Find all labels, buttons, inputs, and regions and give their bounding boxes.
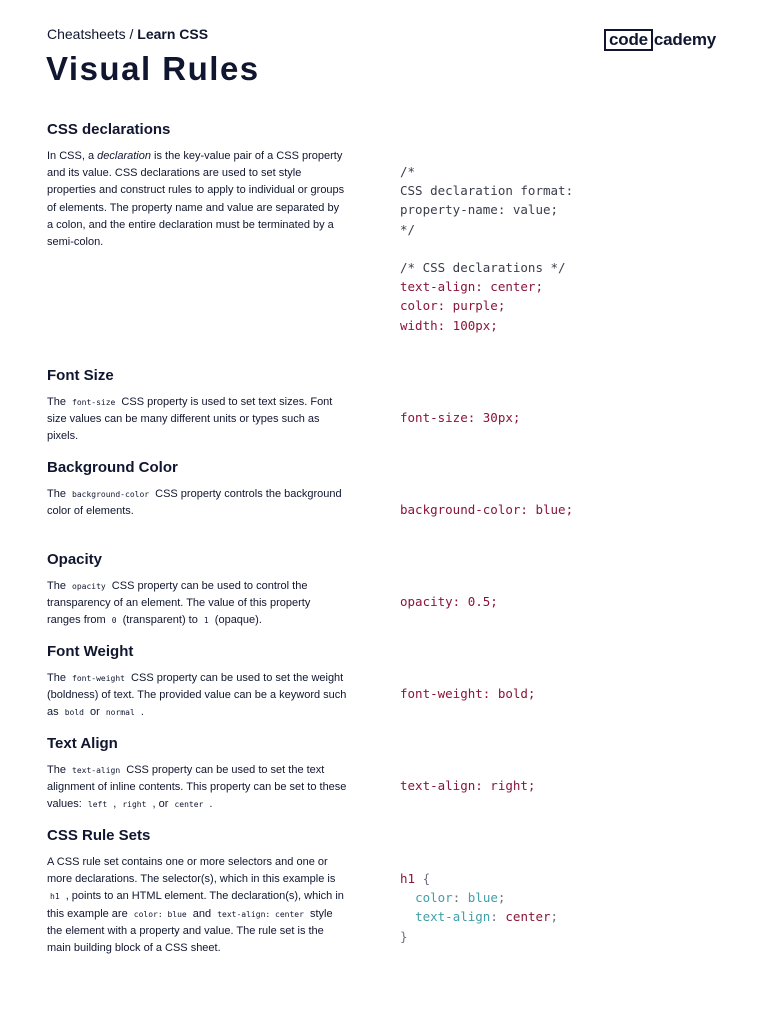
inline-code: text-align xyxy=(72,766,121,775)
inline-code: h1 xyxy=(50,892,60,902)
breadcrumb-current: Learn CSS xyxy=(137,26,209,42)
text-run: , or xyxy=(149,798,172,811)
inline-code: color: blue xyxy=(133,909,187,919)
inline-code: normal xyxy=(105,708,135,718)
text-run: The xyxy=(47,672,70,684)
code-comment: /* CSS declarations */ xyxy=(400,260,566,276)
code-example-background-color xyxy=(400,500,573,519)
code-punctuation: : xyxy=(490,909,506,925)
section-description xyxy=(47,762,347,814)
code-example-text-align xyxy=(400,776,535,795)
code-example-font-weight xyxy=(400,684,535,703)
section-heading: CSS Rule Sets xyxy=(47,827,151,844)
logo-boxed-text: code xyxy=(604,29,653,51)
logo-text: cademy xyxy=(653,30,717,49)
text-run: is the key-value pair of a CSS property and its value. CSS declarations are used to set style properties and construct rules to apply to individual or groups of elements. The property name and value are separated by a colon, and the entire declaration must be terminated by a semi-colon. xyxy=(47,150,345,249)
section-description xyxy=(47,670,347,722)
section-background-color xyxy=(47,459,347,520)
breadcrumb-parent-link[interactable]: Cheatsheets xyxy=(47,26,126,42)
inline-code: font-weight xyxy=(72,674,125,683)
text-run: , xyxy=(110,798,120,811)
code-punctuation: ; xyxy=(550,909,559,925)
code-value: blue xyxy=(467,890,498,906)
code-comment: CSS declaration format: xyxy=(400,183,574,199)
text-run: , points to an HTML element. The declaration(s), which in this example are xyxy=(47,890,344,920)
code-example-font-size xyxy=(400,408,520,427)
code-property: text-align xyxy=(415,909,491,925)
breadcrumb xyxy=(47,26,208,42)
code-line: background-color: blue; xyxy=(400,502,574,517)
codecademy-logo[interactable] xyxy=(604,29,716,51)
text-run: The xyxy=(47,764,70,776)
text-run: CSS property can be used to control the transparency of an element. The value of this property ranges from xyxy=(47,580,311,627)
section-description xyxy=(47,394,347,446)
text-run: CSS property controls the background color of elements. xyxy=(47,488,342,518)
text-run: or xyxy=(86,706,103,719)
code-line: color: purple; xyxy=(400,298,506,314)
code-punctuation: { xyxy=(415,871,431,886)
code-line: opacity: 0.5; xyxy=(400,594,498,609)
inline-code: 0 xyxy=(111,616,117,626)
code-line: font-weight: bold; xyxy=(400,686,536,701)
text-run: and xyxy=(189,907,215,920)
section-heading: Font Weight xyxy=(47,643,134,660)
text-run: CSS property can be used to set the text alignment of inline contents. This property can be set to these values: xyxy=(47,764,347,811)
code-line: width: 100px; xyxy=(400,317,498,333)
text-run: The xyxy=(47,580,70,592)
code-punctuation: : xyxy=(452,890,468,906)
text-run: A CSS rule set contains one or more selectors and one or more declarations. The selector(s), which in this example is xyxy=(47,856,336,886)
inline-code: 1 xyxy=(203,616,209,626)
code-value: center xyxy=(505,909,551,925)
text-run: CSS property is used to set text sizes. Font size values can be many different units or types such as pixels. xyxy=(47,396,333,443)
text-run: . xyxy=(206,798,213,811)
inline-code: font-size xyxy=(72,398,116,407)
section-heading: Background Color xyxy=(47,459,178,476)
emphasis-term: declaration xyxy=(97,150,151,162)
code-example-rule-set xyxy=(400,869,558,946)
breadcrumb-separator: / xyxy=(125,26,138,42)
code-example-declarations xyxy=(400,162,573,335)
section-description xyxy=(47,148,347,251)
inline-code: center xyxy=(174,800,204,810)
section-description xyxy=(47,854,347,957)
text-run: . xyxy=(137,706,144,719)
section-font-size xyxy=(47,367,347,446)
text-run: CSS property can be used to set the weight (boldness) of text. The provided value can be a keyword such as xyxy=(47,672,347,719)
text-run: In CSS, a xyxy=(47,150,98,162)
inline-code: opacity xyxy=(72,582,106,591)
code-punctuation: } xyxy=(400,928,408,944)
page-title: Visual Rules xyxy=(46,50,260,87)
section-description xyxy=(47,486,347,520)
section-heading: Text Align xyxy=(47,735,118,752)
code-example-opacity xyxy=(400,592,498,611)
section-css-rule-sets xyxy=(47,827,347,957)
code-punctuation: ; xyxy=(497,890,506,906)
code-comment: property-name: value; xyxy=(400,202,559,218)
inline-code: background-color xyxy=(72,490,150,499)
text-run: The xyxy=(47,396,70,408)
inline-code: right xyxy=(122,800,147,810)
section-text-align xyxy=(47,735,347,814)
section-opacity xyxy=(47,551,347,630)
section-description xyxy=(47,578,347,630)
inline-code: text-align: center xyxy=(217,909,304,919)
text-run: The xyxy=(47,488,70,500)
code-line: text-align: right; xyxy=(400,778,536,793)
inline-code: left xyxy=(87,800,108,810)
section-heading: CSS declarations xyxy=(47,121,171,138)
section-heading: Font Size xyxy=(47,367,114,384)
code-comment: */ xyxy=(400,221,416,237)
inline-code: bold xyxy=(64,708,84,718)
section-heading: Opacity xyxy=(47,551,103,568)
section-font-weight xyxy=(47,643,347,722)
code-property: color xyxy=(415,890,453,906)
text-run: style the element with a property and value. The rule set is the main building block of a CSS sheet. xyxy=(47,907,333,955)
code-selector: h1 xyxy=(400,871,416,886)
text-run: (opaque). xyxy=(211,614,262,627)
section-css-declarations xyxy=(47,121,347,251)
code-comment: /* xyxy=(400,164,416,179)
code-line: text-align: center; xyxy=(400,279,543,295)
text-run: (transparent) to xyxy=(119,614,201,627)
code-line: font-size: 30px; xyxy=(400,410,521,425)
